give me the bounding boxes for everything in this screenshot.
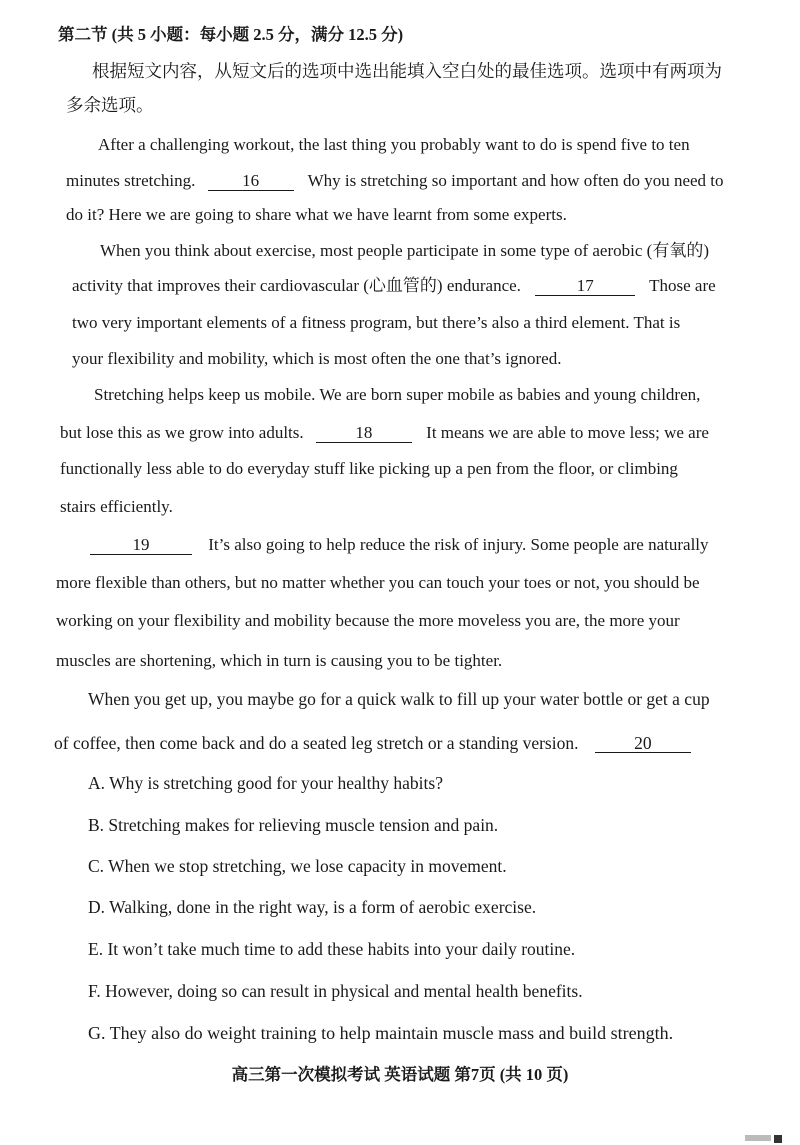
blank-17[interactable]: 17 bbox=[535, 277, 635, 296]
passage-line: working on your flexibility and mobility because the more moveless you are, the more your bbox=[56, 611, 680, 630]
passage-text: Those are bbox=[649, 276, 716, 295]
passage-line: When you think about exercise, most people participate in some type of aerobic (有氧的) bbox=[100, 241, 709, 260]
passage-line bbox=[66, 170, 724, 192]
option-e: E. It won’t take much time to add these habits into your daily routine. bbox=[88, 939, 576, 959]
passage-line: When you get up, you maybe go for a quick walk to fill up your water bottle or get a cup bbox=[88, 689, 710, 709]
passage-line: do it? Here we are going to share what we have learnt from some experts. bbox=[66, 205, 567, 224]
passage-line: After a challenging workout, the last thing you probably want to do is spend five to ten bbox=[98, 135, 690, 154]
passage-text: It’s also going to help reduce the risk of injury. Some people are naturally bbox=[208, 535, 709, 554]
blank-19[interactable]: 19 bbox=[90, 536, 192, 555]
passage-line bbox=[60, 422, 709, 444]
passage-line: more flexible than others, but no matter whether you can touch your toes or not, you should be bbox=[56, 573, 700, 592]
passage-text: of coffee, then come back and do a seated leg stretch or a standing version. bbox=[54, 733, 579, 753]
passage-line: muscles are shortening, which in turn is causing you to be tighter. bbox=[56, 651, 503, 670]
blank-20[interactable]: 20 bbox=[595, 734, 691, 753]
passage-text: minutes stretching. bbox=[66, 171, 196, 190]
passage-text: but lose this as we grow into adults. bbox=[60, 423, 304, 442]
option-f: F. However, doing so can result in physical and mental health benefits. bbox=[88, 981, 583, 1001]
passage-text: It means we are able to move less; we are bbox=[426, 423, 709, 442]
instruction-line-1: 根据短文内容，从短文后的选项中选出能填入空白处的最佳选项。选项中有两项为 bbox=[92, 61, 722, 81]
option-b: B. Stretching makes for relieving muscle tension and pain. bbox=[88, 815, 499, 835]
section-heading: 第二节 (共 5 小题：每小题 2.5 分，满分 12.5 分) bbox=[58, 25, 404, 44]
option-a: A. Why is stretching good for your healthy habits? bbox=[88, 773, 443, 793]
option-d: D. Walking, done in the right way, is a form of aerobic exercise. bbox=[88, 897, 537, 917]
blank-18[interactable]: 18 bbox=[316, 424, 412, 443]
page-footer: 高三第一次模拟考试 英语试题 第7页 (共 10 页) bbox=[231, 1065, 569, 1084]
passage-line: your flexibility and mobility, which is most often the one that’s ignored. bbox=[72, 349, 562, 368]
passage-line: functionally less able to do everyday stuff like picking up a pen from the floor, or climbing bbox=[60, 459, 678, 478]
passage-line: two very important elements of a fitness program, but there’s also a third element. That is bbox=[72, 313, 681, 332]
scanner-watermark bbox=[745, 1135, 771, 1141]
passage-line: stairs efficiently. bbox=[60, 497, 173, 516]
passage-line bbox=[72, 275, 716, 297]
option-g: G. They also do weight training to help maintain muscle mass and build strength. bbox=[88, 1023, 674, 1043]
passage-text: activity that improves their cardiovascular (心血管的) endurance. bbox=[72, 276, 521, 295]
instruction-line-2: 多余选项。 bbox=[66, 95, 154, 115]
option-c: C. When we stop stretching, we lose capacity in movement. bbox=[88, 856, 507, 876]
passage-line bbox=[54, 732, 691, 754]
passage-text: Why is stretching so important and how often do you need to bbox=[307, 171, 724, 190]
qr-code-icon bbox=[774, 1135, 782, 1143]
blank-16[interactable]: 16 bbox=[208, 172, 294, 191]
passage-line: Stretching helps keep us mobile. We are born super mobile as babies and young children, bbox=[94, 385, 701, 404]
passage-line bbox=[90, 534, 709, 556]
